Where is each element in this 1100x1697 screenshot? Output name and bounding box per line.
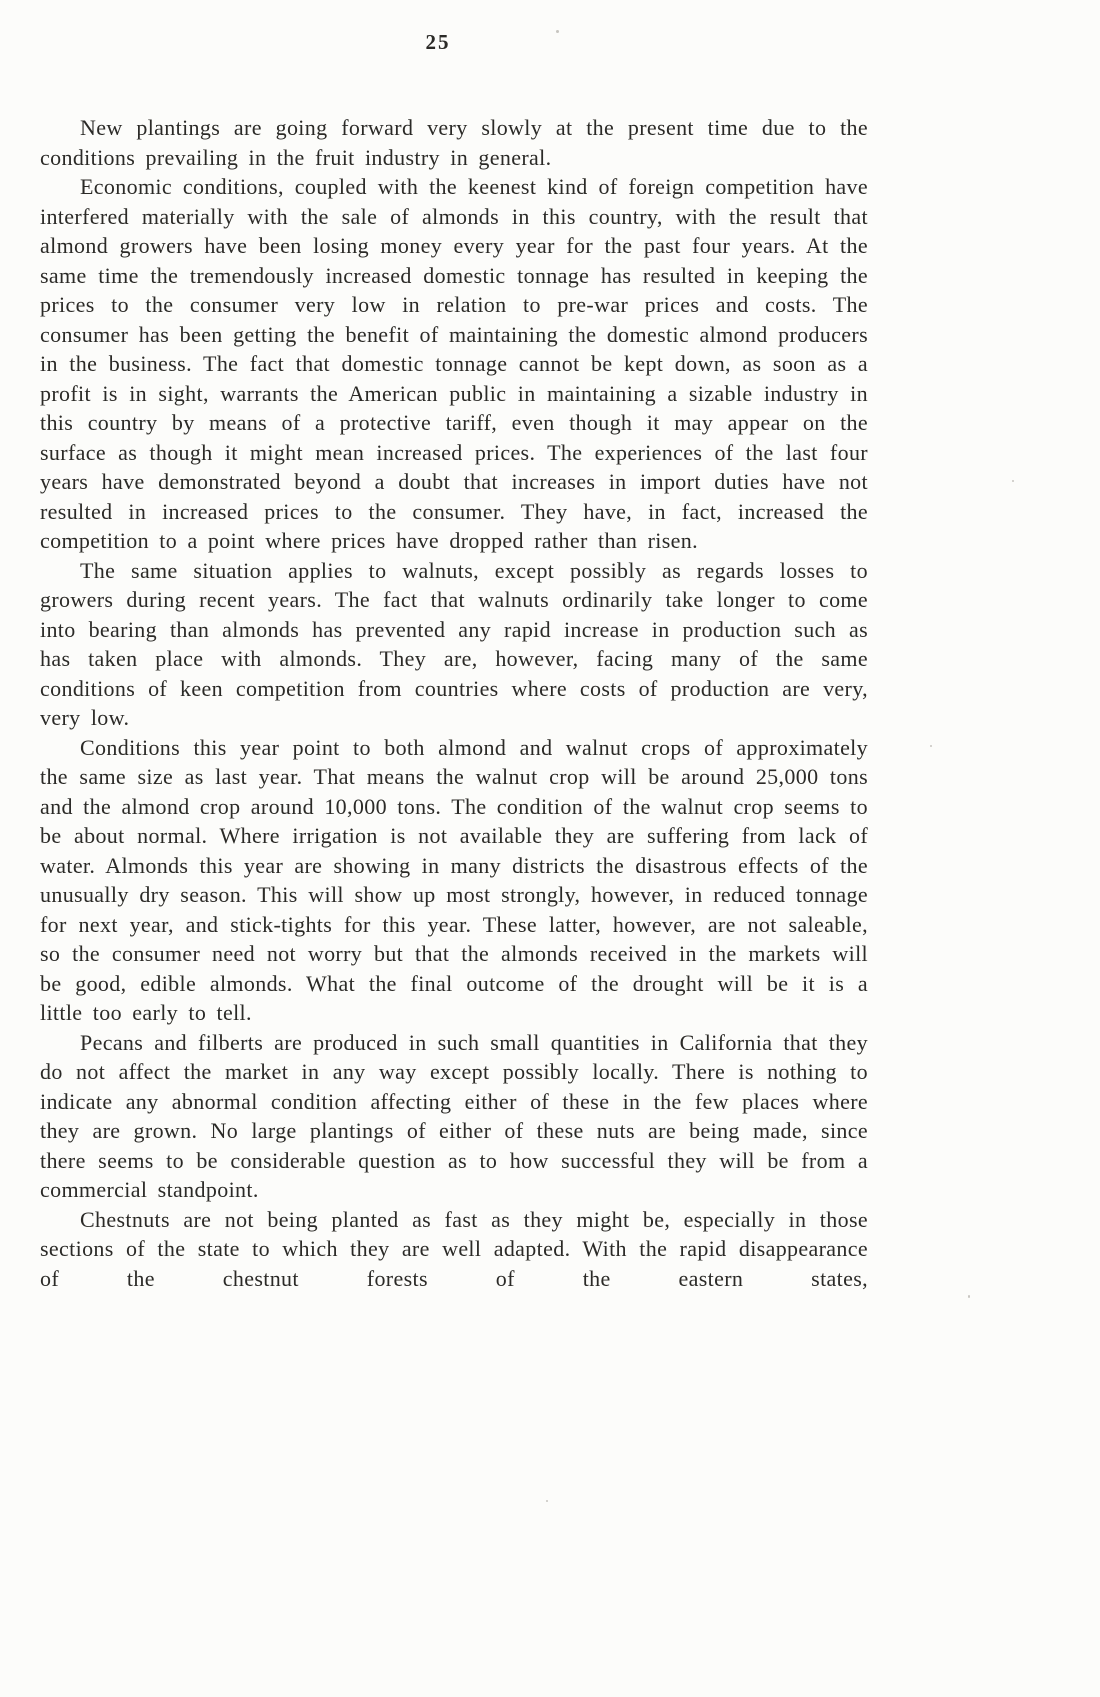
scan-speck — [930, 745, 932, 747]
paragraph-chestnuts: Chestnuts are not being planted as fast as they might be, especially in those sections of the state to which they are well adapted. With the rapid disappearance of the chestnut forests of the eastern states, — [40, 1206, 868, 1291]
paragraph-walnut-situation: The same situation applies to walnuts, except possibly as regards losses to growers during recent years. The fact that walnuts ordinarily take longer to come into bearing than almonds has prevented any rapid increase in production such as has taken place with almonds. They are, however, facing many of the same conditions of keen competition from countries where costs of production are very, very low. — [40, 557, 868, 730]
scan-speck — [968, 1295, 970, 1298]
paragraph-pecans-filberts: Pecans and filberts are produced in such small quantities in California that they do not affect the market in any way except possibly locally. There is nothing to indicate any abnormal condition affecting either of these in the few places where they are grown. No large plantings of either of these nuts are being made, since there seems to be considerable question as to how successful they will be from a commercial standpoint. — [40, 1029, 868, 1202]
scan-speck — [1012, 480, 1014, 482]
page-header — [40, 30, 868, 55]
page-body — [40, 113, 868, 1293]
page-number: 25 — [425, 30, 451, 54]
paragraph-new-plantings: New plantings are going forward very slowly at the present time due to the conditions prevailing in the fruit industry in general. — [40, 115, 868, 170]
paragraph-economic-conditions: Economic conditions, coupled with the keenest kind of foreign competition have interfered materially with the sale of almonds in this country, with the result that almond growers have been losing money every year for the past four years. At the same time the tremendously increased domestic tonnage has resulted in keeping the prices to the consumer very low in relation to pre-war prices and costs. The consumer has been getting the benefit of maintaining the domestic almond producers in the business. The fact that domestic tonnage cannot be kept down, as soon as a profit is in sight, warrants the American public in maintaining a sizable industry in this country by means of a protective tariff, even though it may appear on the surface as though it might mean increased prices. The experiences of the last four years have demonstrated beyond a doubt that increases in import duties have not resulted in increased prices to the consumer. They have, in fact, increased the competition to a point where prices have dropped rather than risen. — [40, 174, 868, 553]
scan-speck — [556, 30, 559, 33]
scan-speck — [546, 1500, 548, 1502]
paragraph-crop-conditions: Conditions this year point to both almond and walnut crops of approximately the same size as last year. That means the walnut crop will be around 25,000 tons and the almond crop around 10,000 tons. The condition of the walnut crop seems to be about normal. Where irrigation is not available they are suffering from lack of water. Almonds this year are showing in many districts the disastrous effects of the unusually dry season. This will show up most strongly, however, in reduced tonnage for next year, and stick-tights for this year. These latter, however, are not saleable, so the consumer need not worry but that the almonds received in the markets will be good, edible almonds. What the final outcome of the drought will be it is a little too early to tell. — [40, 734, 868, 1025]
